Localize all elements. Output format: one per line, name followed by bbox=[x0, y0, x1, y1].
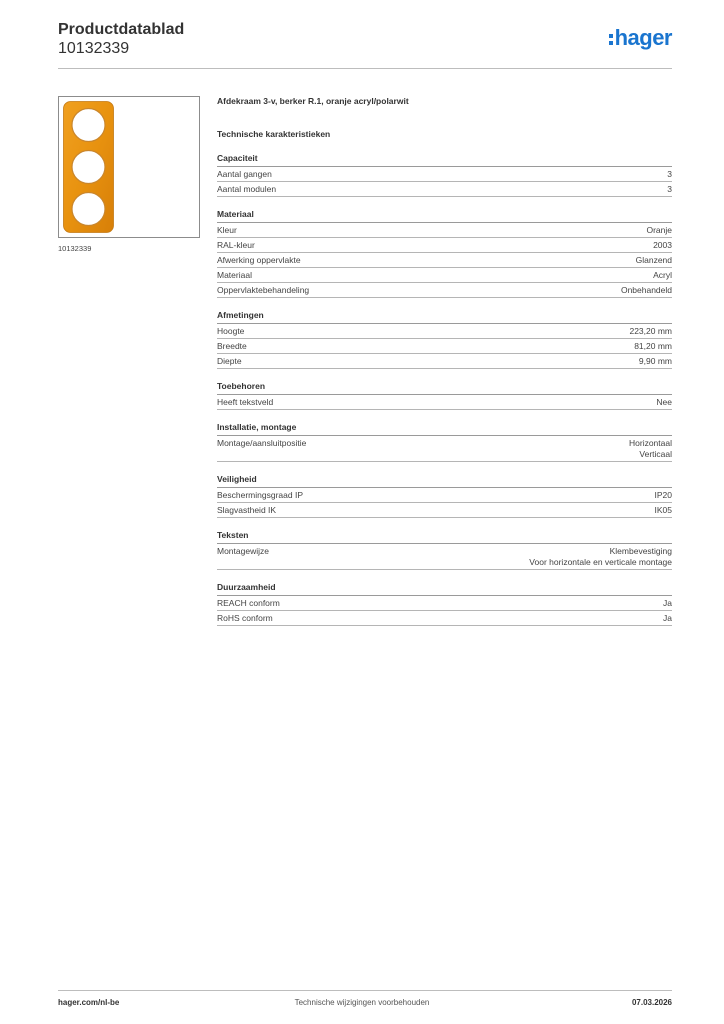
spec-value-line: Onbehandeld bbox=[620, 284, 672, 295]
spec-value bbox=[646, 225, 672, 236]
product-name: Afdekraam 3-v, berker R.1, oranje acryl/polarwit bbox=[217, 96, 409, 106]
section-title: Duurzaamheid bbox=[217, 582, 672, 596]
spec-label: Diepte bbox=[217, 355, 242, 366]
spec-content bbox=[217, 96, 672, 626]
section-title: Installatie, montage bbox=[217, 422, 672, 436]
spec-row bbox=[217, 354, 672, 369]
insert-opening-1 bbox=[72, 109, 105, 142]
spec-value-line: Verticaal bbox=[639, 448, 672, 459]
spec-row bbox=[217, 253, 672, 268]
product-image bbox=[58, 96, 200, 238]
spec-label: RAL-kleur bbox=[217, 239, 255, 250]
insert-opening-2 bbox=[72, 151, 105, 184]
insert-opening-3 bbox=[72, 193, 105, 226]
section-title: Veiligheid bbox=[217, 474, 672, 488]
spec-value bbox=[667, 184, 672, 195]
spec-section bbox=[217, 474, 672, 518]
spec-value bbox=[667, 169, 672, 180]
spec-value-line: Ja bbox=[663, 612, 672, 623]
image-caption: 10132339 bbox=[58, 244, 92, 253]
logo-text: hager bbox=[614, 25, 672, 50]
spec-section bbox=[217, 582, 672, 626]
footer-divider bbox=[58, 990, 672, 991]
spec-value-line: Glanzend bbox=[635, 254, 672, 265]
cover-frame-image bbox=[59, 97, 199, 237]
spec-value-line: 9,90 mm bbox=[638, 355, 672, 366]
spec-value-line: IK05 bbox=[654, 504, 672, 515]
hager-logo bbox=[609, 27, 672, 49]
spec-label: Hoogte bbox=[217, 325, 245, 336]
footer-website[interactable]: hager.com/nl-be bbox=[58, 998, 120, 1007]
spec-row bbox=[217, 395, 672, 410]
spec-row bbox=[217, 324, 672, 339]
spec-label: Heeft tekstveld bbox=[217, 396, 274, 407]
spec-value-line: 223,20 mm bbox=[629, 325, 672, 336]
spec-value-line: 81,20 mm bbox=[634, 340, 672, 351]
section-title: Toebehoren bbox=[217, 381, 672, 395]
spec-section bbox=[217, 530, 672, 570]
spec-value-line: Oranje bbox=[646, 224, 672, 235]
spec-value bbox=[653, 270, 672, 281]
spec-value-line: 3 bbox=[667, 183, 672, 194]
logo-colon-icon bbox=[609, 34, 613, 45]
spec-value bbox=[655, 505, 673, 516]
spec-value bbox=[634, 341, 672, 352]
spec-row bbox=[217, 268, 672, 283]
footer-notice: Technische wijzigingen voorbehouden bbox=[294, 998, 430, 1007]
spec-value-line: Horizontaal bbox=[629, 437, 672, 448]
spec-value-line: Klembevestiging bbox=[609, 545, 672, 556]
spec-row bbox=[217, 339, 672, 354]
spec-row bbox=[217, 436, 672, 462]
spec-section bbox=[217, 310, 672, 369]
spec-section bbox=[217, 422, 672, 462]
spec-row bbox=[217, 167, 672, 182]
spec-label: RoHS conform bbox=[217, 612, 273, 623]
spec-label: REACH conform bbox=[217, 597, 280, 608]
spec-label: Slagvastheid IK bbox=[217, 504, 277, 515]
spec-label: Montagewijze bbox=[217, 545, 269, 556]
spec-label: Aantal gangen bbox=[217, 168, 272, 179]
spec-label: Beschermingsgraad IP bbox=[217, 489, 303, 500]
section-title: Capaciteit bbox=[217, 153, 672, 167]
spec-label: Montage/aansluitpositie bbox=[217, 437, 307, 448]
spec-row bbox=[217, 488, 672, 503]
spec-row bbox=[217, 544, 672, 570]
spec-value bbox=[636, 255, 672, 266]
section-title: Afmetingen bbox=[217, 310, 672, 324]
spec-value bbox=[663, 598, 672, 609]
spec-row bbox=[217, 611, 672, 626]
section-title: Teksten bbox=[217, 530, 672, 544]
spec-row bbox=[217, 596, 672, 611]
spec-value bbox=[655, 490, 673, 501]
spec-value bbox=[629, 438, 672, 460]
footer-date: 07.03.2026 bbox=[631, 998, 672, 1007]
spec-label: Kleur bbox=[217, 224, 237, 235]
page-title: Productdatablad bbox=[58, 21, 185, 38]
spec-label: Materiaal bbox=[217, 269, 252, 280]
spec-value-line: 2003 bbox=[653, 239, 672, 250]
spec-value bbox=[653, 240, 672, 251]
spec-value-line: IP20 bbox=[654, 489, 672, 500]
spec-row bbox=[217, 238, 672, 253]
spec-label: Aantal modulen bbox=[217, 183, 277, 194]
spec-row bbox=[217, 503, 672, 518]
spec-value bbox=[663, 613, 672, 624]
spec-row bbox=[217, 223, 672, 238]
spec-value bbox=[529, 546, 672, 568]
spec-value bbox=[656, 397, 672, 408]
spec-row bbox=[217, 182, 672, 197]
section-title: Materiaal bbox=[217, 209, 672, 223]
spec-label: Breedte bbox=[217, 340, 247, 351]
spec-section bbox=[217, 153, 672, 197]
spec-sections bbox=[217, 153, 672, 626]
spec-value bbox=[621, 285, 672, 296]
spec-value-line: Voor horizontale en verticale montage bbox=[529, 556, 672, 567]
spec-value bbox=[629, 326, 672, 337]
header-divider bbox=[58, 68, 672, 69]
spec-section bbox=[217, 209, 672, 298]
spec-value-line: Nee bbox=[656, 396, 672, 407]
spec-row bbox=[217, 283, 672, 298]
product-id: 10132339 bbox=[58, 40, 130, 57]
spec-label: Afwerking oppervlakte bbox=[217, 254, 301, 265]
spec-section bbox=[217, 381, 672, 410]
spec-subheading: Technische karakteristieken bbox=[217, 129, 331, 139]
spec-label: Oppervlaktebehandeling bbox=[217, 284, 310, 295]
spec-value-line: 3 bbox=[667, 168, 672, 179]
spec-value bbox=[639, 356, 672, 367]
spec-value-line: Acryl bbox=[653, 269, 672, 280]
spec-value-line: Ja bbox=[663, 597, 672, 608]
